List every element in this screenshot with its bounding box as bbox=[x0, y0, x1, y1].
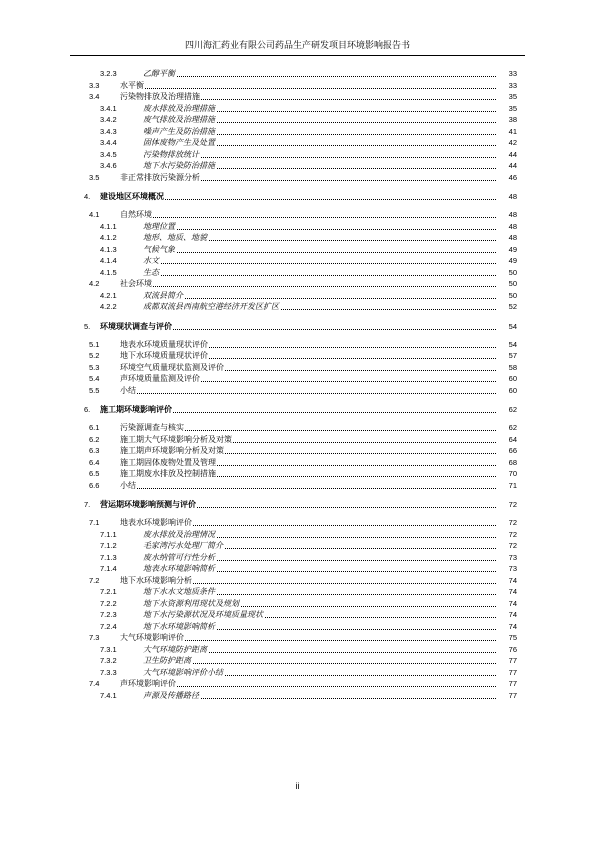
toc-entry-page: 35 bbox=[496, 103, 517, 114]
toc-section-entry[interactable] bbox=[0, 632, 595, 643]
toc-entry-page: 66 bbox=[496, 445, 517, 456]
toc-entry-title: 社会环境 bbox=[120, 279, 152, 288]
toc-subsection-entry[interactable] bbox=[0, 563, 595, 574]
toc-entry-number: 3.4.3 bbox=[100, 126, 117, 136]
toc-section-entry[interactable] bbox=[0, 385, 595, 396]
toc-entry-title: 污染物排放统计 bbox=[143, 149, 199, 159]
toc-entry-number: 5.2 bbox=[89, 351, 100, 360]
toc-entry-title: 地下水水文地质条件 bbox=[143, 587, 215, 596]
toc-section-entry[interactable] bbox=[0, 172, 595, 183]
toc-subsection-entry[interactable] bbox=[0, 586, 595, 597]
toc-entry-number: 7.3.2 bbox=[100, 656, 117, 665]
toc-entry-title: 小结 bbox=[120, 480, 136, 490]
toc-subsection-entry[interactable] bbox=[0, 221, 595, 232]
toc-entry-title: 地下水污染源状况及环境质量现状 bbox=[143, 610, 263, 619]
toc-subsection-entry[interactable] bbox=[0, 232, 595, 243]
toc-entry-number: 4.2.1 bbox=[100, 290, 117, 300]
toc-entry-title: 双流县简介 bbox=[143, 290, 183, 300]
toc-entry-page: 44 bbox=[496, 149, 517, 160]
toc-dot-leader bbox=[143, 252, 510, 253]
toc-entry-number: 3.4.2 bbox=[100, 115, 117, 124]
toc-entry-page: 33 bbox=[496, 80, 517, 91]
toc-section-entry[interactable] bbox=[0, 457, 595, 468]
toc-entry-number: 7.1.2 bbox=[100, 541, 117, 550]
toc-entry-number: 6.5 bbox=[89, 469, 100, 478]
toc-subsection-entry[interactable] bbox=[0, 540, 595, 551]
toc-subsection-entry[interactable] bbox=[0, 244, 595, 255]
toc-entry-number: 5.4 bbox=[89, 374, 100, 383]
toc-subsection-entry[interactable] bbox=[0, 621, 595, 632]
toc-entry-number: 4.1.5 bbox=[100, 267, 117, 277]
toc-section-entry[interactable] bbox=[0, 434, 595, 445]
toc-entry-number: 4.2.2 bbox=[100, 302, 117, 311]
toc-subsection-entry[interactable] bbox=[0, 644, 595, 655]
toc-entry-number: 5.5 bbox=[89, 385, 100, 395]
toc-section-entry[interactable] bbox=[0, 373, 595, 384]
toc-dot-leader bbox=[143, 275, 510, 276]
toc-dot-leader bbox=[143, 76, 510, 77]
toc-entry-page: 50 bbox=[496, 267, 517, 278]
toc-entry-page: 64 bbox=[496, 434, 517, 445]
toc-entry-page: 41 bbox=[496, 126, 517, 137]
page-number: ii bbox=[295, 781, 300, 791]
toc-entry-number: 5.1 bbox=[89, 339, 100, 349]
toc-section-entry[interactable] bbox=[0, 480, 595, 491]
toc-entry-title: 卫生防护距离 bbox=[143, 656, 191, 665]
toc-subsection-entry[interactable] bbox=[0, 114, 595, 125]
toc-section-entry[interactable] bbox=[0, 80, 595, 91]
toc-entry-page: 62 bbox=[496, 422, 517, 433]
toc-section-entry[interactable] bbox=[0, 468, 595, 479]
toc-entry-number: 6.4 bbox=[89, 457, 100, 467]
toc-entry-page: 62 bbox=[496, 404, 517, 415]
toc-entry-page: 44 bbox=[496, 160, 517, 171]
toc-section-entry[interactable] bbox=[0, 278, 595, 289]
toc-entry-page: 57 bbox=[496, 350, 517, 361]
toc-entry-title: 施工期大气环境影响分析及对策 bbox=[120, 434, 232, 444]
toc-entry-page: 48 bbox=[496, 191, 517, 202]
toc-subsection-entry[interactable] bbox=[0, 690, 595, 701]
toc-entry-page: 48 bbox=[496, 221, 517, 232]
toc-entry-title: 非正常排放污染源分析 bbox=[120, 172, 200, 182]
toc-entry-page: 72 bbox=[496, 517, 517, 528]
toc-entry-title: 水平衡 bbox=[120, 80, 144, 90]
toc-entry-page: 68 bbox=[496, 457, 517, 468]
toc-entry-title: 乙醇平衡 bbox=[143, 69, 175, 78]
toc-entry-title: 地表水环境影响简析 bbox=[143, 564, 215, 573]
toc-entry-page: 49 bbox=[496, 255, 517, 266]
toc-entry-page: 70 bbox=[496, 468, 517, 479]
toc-subsection-entry[interactable] bbox=[0, 655, 595, 666]
toc-entry-number: 6.6 bbox=[89, 480, 100, 490]
toc-subsection-entry[interactable] bbox=[0, 137, 595, 148]
toc-entry-number: 7.1.4 bbox=[100, 564, 117, 573]
toc-entry-page: 77 bbox=[496, 690, 517, 701]
toc-entry-title: 声源及传播路径 bbox=[143, 690, 199, 700]
toc-subsection-entry[interactable] bbox=[0, 667, 595, 678]
toc-entry-page: 77 bbox=[496, 655, 517, 666]
toc-entry-title: 环境现状调查与评价 bbox=[100, 321, 172, 331]
toc-subsection-entry[interactable] bbox=[0, 103, 595, 114]
toc-entry-page: 74 bbox=[496, 586, 517, 597]
toc-entry-number: 4.1.1 bbox=[100, 221, 117, 231]
toc-entry-number: 3.4.1 bbox=[100, 103, 117, 113]
toc-chapter-entry[interactable] bbox=[0, 191, 595, 202]
toc-entry-title: 施工期声环境影响分析及对策 bbox=[120, 446, 224, 455]
toc-entry-page: 58 bbox=[496, 362, 517, 373]
toc-entry-page: 72 bbox=[496, 499, 517, 510]
toc-section-entry[interactable] bbox=[0, 91, 595, 102]
toc-entry-number: 7.2.4 bbox=[100, 621, 117, 631]
toc-subsection-entry[interactable] bbox=[0, 598, 595, 609]
toc-entry-title: 声环境质量监测及评价 bbox=[120, 374, 200, 383]
toc-entry-number: 4.1.3 bbox=[100, 244, 117, 254]
toc-subsection-entry[interactable] bbox=[0, 149, 595, 160]
toc-entry-page: 74 bbox=[496, 621, 517, 632]
toc-entry-page: 33 bbox=[496, 68, 517, 79]
toc-subsection-entry[interactable] bbox=[0, 529, 595, 540]
toc-entry-page: 73 bbox=[496, 563, 517, 574]
toc-entry-title: 地下水环境影响分析 bbox=[120, 575, 192, 585]
toc-entry-number: 6. bbox=[84, 405, 91, 414]
toc-entry-title: 声环境影响评价 bbox=[120, 679, 176, 688]
toc-chapter-entry[interactable] bbox=[0, 499, 595, 510]
toc-entry-number: 7.4.1 bbox=[100, 690, 117, 700]
toc-entry-number: 4.1.4 bbox=[100, 256, 117, 265]
toc-dot-leader bbox=[143, 229, 510, 230]
toc-entry-title: 施工期废水排放及控制措施 bbox=[120, 469, 216, 478]
toc-entry-number: 3.3 bbox=[89, 80, 100, 90]
toc-entry-number: 7.2.3 bbox=[100, 610, 117, 619]
toc-entry-page: 77 bbox=[496, 667, 517, 678]
header-rule bbox=[70, 55, 525, 56]
toc-section-entry[interactable] bbox=[0, 445, 595, 456]
toc-entry-page: 38 bbox=[496, 114, 517, 125]
toc-entry-number: 4.1.2 bbox=[100, 233, 117, 242]
toc-entry-title: 小结 bbox=[120, 385, 136, 395]
toc-entry-title: 地表水环境质量现状评价 bbox=[120, 339, 208, 349]
toc-entry-page: 72 bbox=[496, 529, 517, 540]
toc-dot-leader bbox=[120, 686, 510, 687]
toc-entry-page: 48 bbox=[496, 232, 517, 243]
toc-entry-title: 污染源调查与核实 bbox=[120, 423, 184, 432]
toc-dot-leader bbox=[143, 298, 510, 299]
toc-entry-title: 气候气象 bbox=[143, 244, 175, 254]
toc-subsection-entry[interactable] bbox=[0, 301, 595, 312]
toc-entry-page: 48 bbox=[496, 209, 517, 220]
toc-entry-number: 7.1.1 bbox=[100, 529, 117, 539]
toc-entry-page: 76 bbox=[496, 644, 517, 655]
toc-entry-number: 6.2 bbox=[89, 434, 100, 444]
toc-entry-page: 74 bbox=[496, 598, 517, 609]
toc-dot-leader bbox=[143, 663, 510, 664]
toc-entry-number: 7.2.2 bbox=[100, 598, 117, 608]
toc-entry-page: 35 bbox=[496, 91, 517, 102]
toc-subsection-entry[interactable] bbox=[0, 160, 595, 171]
page-header: 四川海汇药业有限公司药品生产研发项目环境影响报告书 bbox=[184, 41, 410, 51]
toc-entry-page: 50 bbox=[496, 290, 517, 301]
toc-entry-number: 3.4.6 bbox=[100, 161, 117, 170]
toc-entry-title: 地下水资源利用现状及规划 bbox=[143, 598, 239, 608]
toc-entry-title: 废水排放及治理措施 bbox=[143, 103, 215, 113]
toc-entry-page: 60 bbox=[496, 373, 517, 384]
toc-entry-title: 毛家湾污水处理厂简介 bbox=[143, 541, 223, 550]
toc-entry-number: 3.4.5 bbox=[100, 149, 117, 159]
toc-entry-title: 大气环境影响评价 bbox=[120, 633, 184, 642]
toc-entry-number: 4.1 bbox=[89, 210, 100, 219]
toc-entry-title: 水文 bbox=[143, 256, 159, 265]
toc-entry-title: 自然环境 bbox=[120, 210, 152, 219]
toc-entry-number: 7.1.3 bbox=[100, 552, 117, 562]
toc-chapter-entry[interactable] bbox=[0, 321, 595, 332]
toc-subsection-entry[interactable] bbox=[0, 255, 595, 266]
toc-entry-page: 75 bbox=[496, 632, 517, 643]
toc-entry-title: 地下水环境质量现状评价 bbox=[120, 351, 208, 360]
toc-entry-title: 营运期环境影响预测与评价 bbox=[100, 500, 196, 509]
toc-entry-number: 7.3.3 bbox=[100, 667, 117, 677]
toc-section-entry[interactable] bbox=[0, 678, 595, 689]
toc-subsection-entry[interactable] bbox=[0, 68, 595, 79]
toc-entry-number: 4. bbox=[84, 192, 91, 201]
toc-entry-number: 6.3 bbox=[89, 446, 100, 455]
toc-entry-number: 3.4.4 bbox=[100, 138, 117, 147]
toc-dot-leader bbox=[120, 393, 510, 394]
toc-entry-number: 3.5 bbox=[89, 172, 100, 182]
toc-dot-leader bbox=[120, 488, 510, 489]
toc-section-entry[interactable] bbox=[0, 350, 595, 361]
toc-entry-title: 地下水环境影响简析 bbox=[143, 621, 215, 631]
toc-entry-title: 大气环境影响评价小结 bbox=[143, 667, 223, 677]
toc-entry-page: 74 bbox=[496, 609, 517, 620]
toc-entry-page: 54 bbox=[496, 321, 517, 332]
toc-chapter-entry[interactable] bbox=[0, 404, 595, 415]
toc-entry-title: 地理位置 bbox=[143, 221, 175, 231]
toc-entry-title: 施工期环境影响评价 bbox=[100, 405, 172, 414]
toc-entry-number: 7.1 bbox=[89, 518, 100, 527]
toc-entry-number: 7.4 bbox=[89, 679, 100, 688]
toc-entry-title: 污染物排放及治理措施 bbox=[120, 92, 200, 101]
toc-entry-number: 3.2.3 bbox=[100, 69, 117, 78]
toc-entry-page: 73 bbox=[496, 552, 517, 563]
toc-entry-title: 成都双流县西南航空港经济开发区扩区 bbox=[143, 302, 279, 311]
toc-entry-page: 74 bbox=[496, 575, 517, 586]
toc-entry-number: 5. bbox=[84, 321, 91, 331]
toc-entry-number: 5.3 bbox=[89, 362, 100, 372]
toc-entry-title: 固体废物产生及处置 bbox=[143, 138, 215, 147]
toc-dot-leader bbox=[143, 263, 510, 264]
toc-subsection-entry[interactable] bbox=[0, 609, 595, 620]
toc-entry-title: 施工期固体废物处置及管理 bbox=[120, 457, 216, 467]
toc-subsection-entry[interactable] bbox=[0, 552, 595, 563]
toc-entry-title: 大气环境防护距离 bbox=[143, 644, 207, 654]
toc-entry-page: 60 bbox=[496, 385, 517, 396]
toc-entry-number: 7.3.1 bbox=[100, 644, 117, 654]
toc-entry-number: 7.2.1 bbox=[100, 587, 117, 596]
toc-entry-page: 50 bbox=[496, 278, 517, 289]
toc-entry-title: 废水纳管可行性分析 bbox=[143, 552, 215, 562]
toc-entry-title: 噪声产生及防治措施 bbox=[143, 126, 215, 136]
toc-entry-page: 54 bbox=[496, 339, 517, 350]
toc-entry-number: 6.1 bbox=[89, 423, 100, 432]
toc-entry-title: 废水排放及治理情况 bbox=[143, 529, 215, 539]
toc-subsection-entry[interactable] bbox=[0, 267, 595, 278]
toc-subsection-entry[interactable] bbox=[0, 126, 595, 137]
toc-entry-title: 建设地区环境概况 bbox=[100, 192, 164, 201]
toc-entry-title: 环境空气质量现状监测及评价 bbox=[120, 362, 224, 372]
toc-entry-title: 生态 bbox=[143, 267, 159, 277]
toc-entry-page: 42 bbox=[496, 137, 517, 148]
toc-dot-leader bbox=[120, 217, 510, 218]
toc-section-entry[interactable] bbox=[0, 339, 595, 350]
toc-section-entry[interactable] bbox=[0, 209, 595, 220]
toc-entry-title: 废气排放及治理措施 bbox=[143, 115, 215, 124]
toc-entry-page: 77 bbox=[496, 678, 517, 689]
toc-section-entry[interactable] bbox=[0, 575, 595, 586]
toc-entry-page: 52 bbox=[496, 301, 517, 312]
toc-section-entry[interactable] bbox=[0, 422, 595, 433]
toc-entry-page: 49 bbox=[496, 244, 517, 255]
toc-entry-page: 71 bbox=[496, 480, 517, 491]
toc-dot-leader bbox=[120, 286, 510, 287]
toc-entry-page: 72 bbox=[496, 540, 517, 551]
toc-dot-leader bbox=[120, 88, 510, 89]
toc-entry-title: 地形、地质、地貌 bbox=[143, 233, 207, 242]
toc-entry-number: 7.2 bbox=[89, 575, 100, 585]
toc-section-entry[interactable] bbox=[0, 517, 595, 528]
toc-entry-number: 4.2 bbox=[89, 279, 100, 288]
toc-entry-number: 3.4 bbox=[89, 92, 100, 101]
toc-entry-title: 地表水环境影响评价 bbox=[120, 518, 192, 527]
toc-subsection-entry[interactable] bbox=[0, 290, 595, 301]
toc-entry-number: 7.3 bbox=[89, 633, 100, 642]
toc-section-entry[interactable] bbox=[0, 362, 595, 373]
toc-entry-page: 46 bbox=[496, 172, 517, 183]
toc-entry-number: 7. bbox=[84, 500, 91, 509]
toc-entry-title: 地下水污染防治措施 bbox=[143, 161, 215, 170]
